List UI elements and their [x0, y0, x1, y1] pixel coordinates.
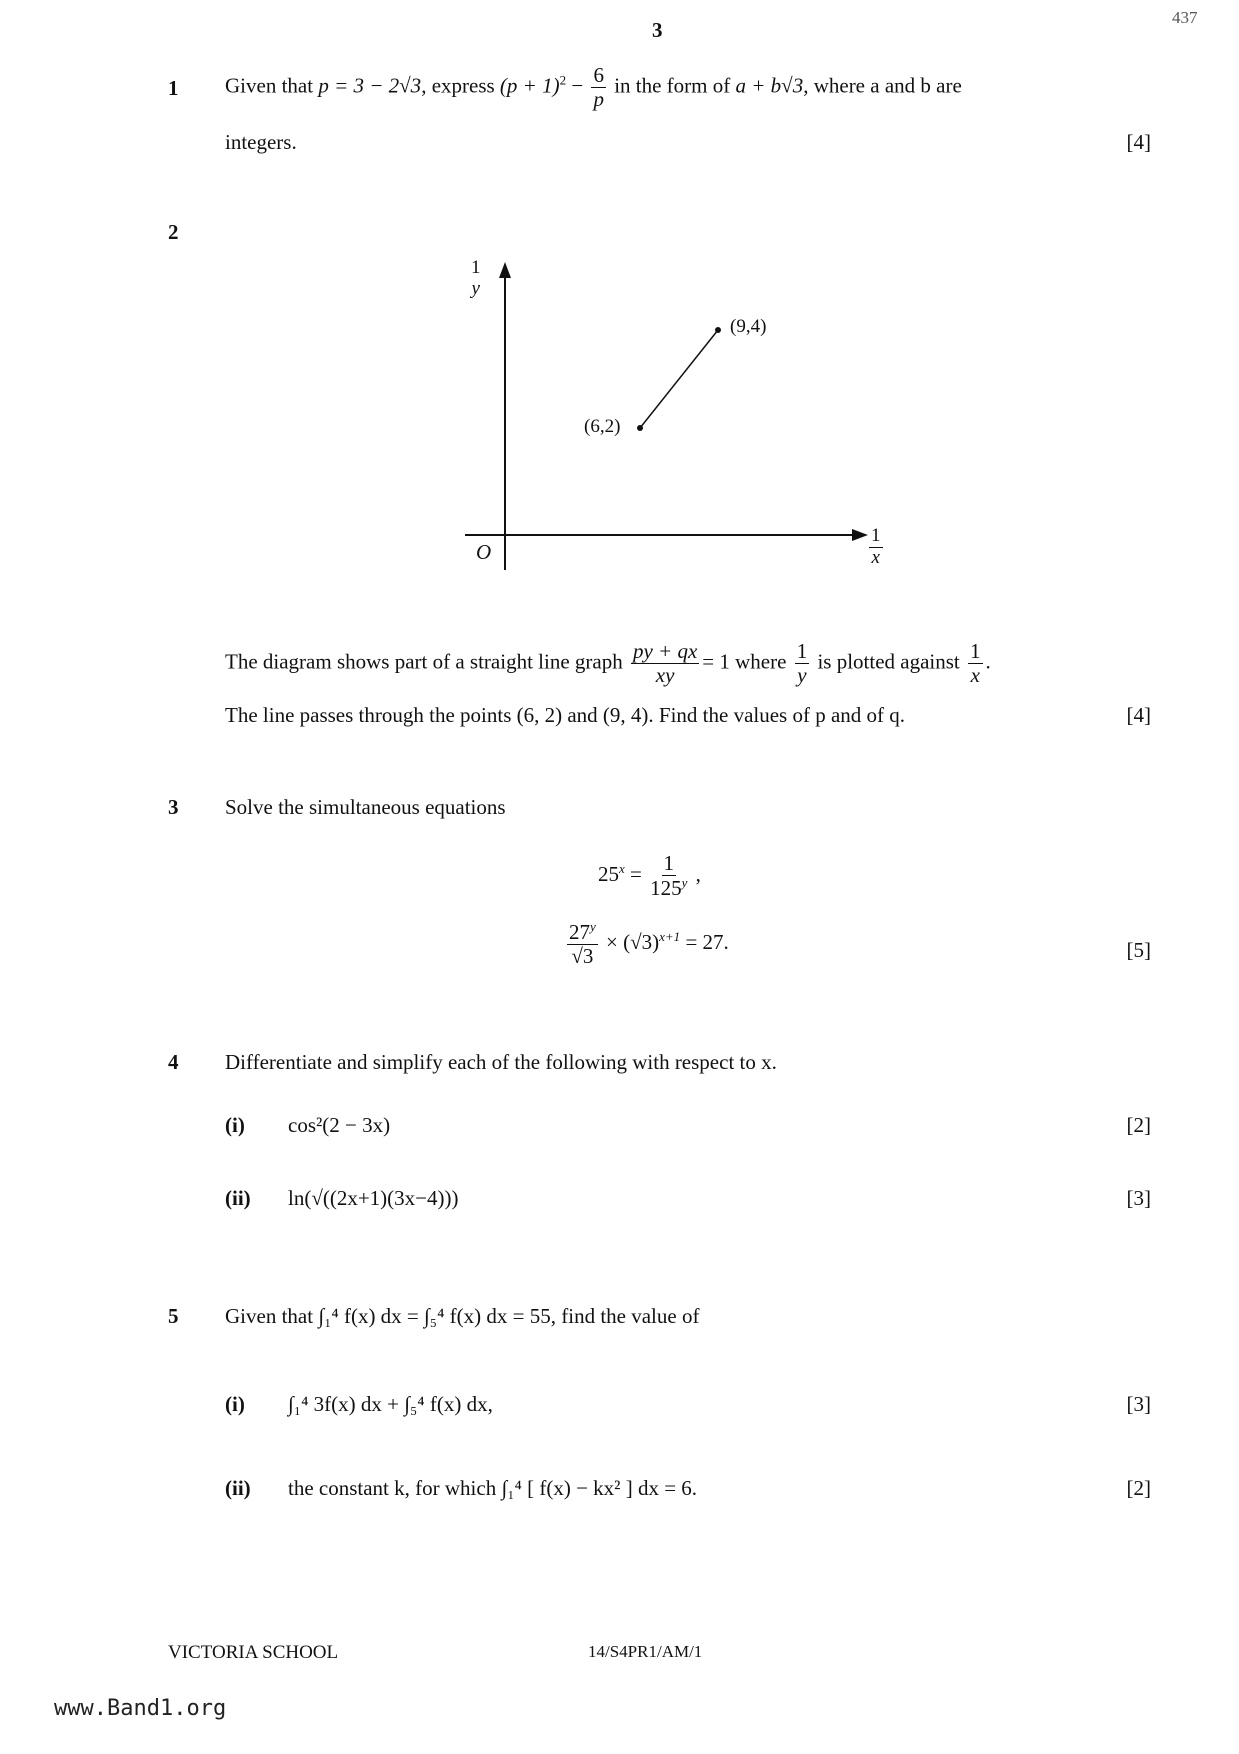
- q5-part-ii-marks: [2]: [1126, 1476, 1151, 1500]
- exponent: 2: [559, 72, 567, 88]
- q1-number: 1: [168, 76, 179, 100]
- text: in the form of: [614, 73, 731, 98]
- text: The diagram shows part of a straight line graph: [225, 649, 623, 674]
- q5-part-i-label: (i): [225, 1392, 245, 1416]
- text: Given that: [225, 73, 314, 98]
- text: the constant k, for which: [288, 1476, 497, 1500]
- fraction: [795, 640, 810, 687]
- p-definition: p = 3 − 2√3: [318, 73, 422, 98]
- exponent: y: [681, 875, 688, 891]
- integral-1: ∫₁⁴ f(x) dx =: [318, 1304, 419, 1328]
- graph-line: [640, 330, 718, 428]
- q5-part-ii: [288, 1476, 697, 1501]
- operator: −: [571, 73, 584, 98]
- q3-marks: [5]: [1126, 938, 1151, 962]
- numerator: py + qx: [632, 639, 698, 663]
- exponent: x: [619, 860, 625, 876]
- numerator: 1: [871, 525, 881, 546]
- q5-number: 5: [168, 1304, 179, 1328]
- q3-number: 3: [168, 795, 179, 819]
- denominator: y: [471, 277, 480, 299]
- y-axis-label: [468, 258, 484, 300]
- corner-code: 437: [1172, 8, 1198, 27]
- comma: ,: [695, 861, 701, 886]
- q4-number: 4: [168, 1050, 179, 1074]
- denominator: p: [593, 87, 604, 112]
- q4-part-ii-label: (ii): [225, 1186, 251, 1210]
- q2-line2: The line passes through the points (6, 2) and (9, 4). Find the values of p and of q.: [225, 703, 906, 727]
- point-9-4: [715, 327, 721, 333]
- denominator: x: [871, 546, 880, 568]
- q3-equation-1: [598, 852, 701, 900]
- q1-line2: integers.: [225, 130, 297, 154]
- q4-part-ii-marks: [3]: [1126, 1186, 1151, 1210]
- q1-line1: [225, 64, 962, 111]
- q4-part-i-label: (i): [225, 1113, 245, 1137]
- operator: =: [630, 861, 642, 886]
- numerator: 1: [796, 639, 808, 663]
- fraction: [968, 640, 983, 687]
- x-axis-label: [866, 526, 886, 569]
- fraction: [650, 852, 687, 900]
- denominator: x: [970, 663, 980, 688]
- text: find the value of: [561, 1304, 700, 1328]
- origin-label: O: [476, 540, 492, 564]
- equation-fraction: [631, 640, 699, 687]
- q2-number: 2: [168, 220, 179, 244]
- numerator: 1: [663, 851, 675, 875]
- denominator: y: [797, 663, 807, 688]
- exponent: y: [590, 919, 596, 934]
- text: Given that: [225, 1304, 314, 1328]
- text: where: [735, 649, 787, 674]
- q5-part-i-marks: [3]: [1126, 1392, 1151, 1416]
- q4-part-ii-expr: ln(√((2x+1)(3x−4))): [288, 1186, 459, 1210]
- fraction: [567, 920, 598, 968]
- q2-marks: [4]: [1126, 703, 1151, 727]
- text: , where a and b are: [803, 73, 962, 98]
- watermark: www.Band1.org: [54, 1696, 227, 1721]
- q1-marks: [4]: [1126, 130, 1151, 154]
- q4-part-i-marks: [2]: [1126, 1113, 1151, 1137]
- exponent: x+1: [659, 928, 681, 944]
- point-6-2: [637, 425, 643, 431]
- footer-code: 14/S4PR1/AM/1: [588, 1642, 703, 1661]
- denominator: 125: [650, 876, 682, 901]
- numerator: 1: [970, 639, 981, 663]
- numerator: 27: [569, 920, 590, 944]
- expression: (p + 1): [499, 73, 560, 98]
- q5-part-i-expr: ∫₁⁴ 3f(x) dx + ∫₅⁴ f(x) dx,: [288, 1392, 493, 1416]
- q2-line1: The diagram shows part of a straight line graph $\frac{py + qx}{xy}$ = 1 where $\frac{1}{y}$ is plotted against $\frac{1}{x}$ .: [225, 639, 991, 688]
- q3-text: Solve the simultaneous equations: [225, 795, 506, 819]
- point-label-9-4: (9,4): [730, 316, 767, 337]
- q5-part-ii-label: (ii): [225, 1476, 251, 1500]
- q4-part-i-expr: cos²(2 − 3x): [288, 1113, 391, 1137]
- page-number: 3: [652, 18, 663, 42]
- term: × (√3): [606, 929, 660, 954]
- q5-text: [225, 1304, 699, 1329]
- footer-school: VICTORIA SCHOOL: [168, 1642, 339, 1663]
- q4-text: Differentiate and simplify each of the following with respect to x.: [225, 1050, 777, 1074]
- numerator: 1: [471, 257, 481, 278]
- fraction: [591, 64, 606, 111]
- y-axis-arrow-icon: [499, 262, 511, 278]
- integral-2: ∫₅⁴ f(x) dx = 55,: [424, 1304, 556, 1328]
- q3-equation-2: [564, 920, 729, 968]
- rhs: = 27.: [685, 929, 729, 954]
- base: 25: [598, 861, 619, 886]
- denominator: √3: [571, 944, 594, 969]
- point-label-6-2: (6,2): [584, 416, 621, 437]
- denominator: xy: [655, 663, 675, 688]
- equation-rhs: = 1: [702, 649, 730, 674]
- text: , express: [421, 73, 495, 98]
- numerator: 6: [593, 63, 604, 87]
- form: a + b√3: [735, 73, 804, 98]
- expression: ∫₁⁴ [ f(x) − kx² ] dx = 6.: [501, 1476, 698, 1500]
- text: is plotted against: [817, 649, 960, 674]
- q2-graph: [440, 250, 900, 600]
